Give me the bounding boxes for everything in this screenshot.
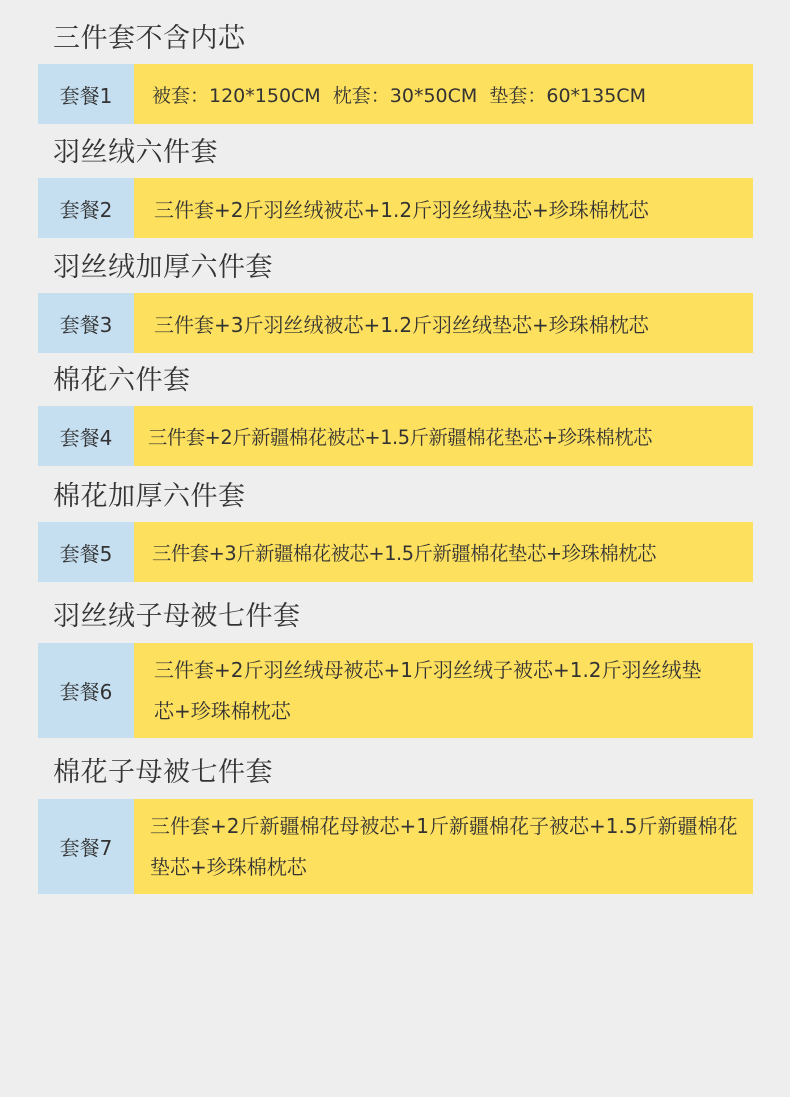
package-label-5: 套餐5 — [38, 522, 134, 582]
package-desc-7: 三件套+2斤新疆棉花母被芯+1斤新疆棉花子被芯+1.5斤新疆棉花垫芯+珍珠棉枕芯 — [134, 799, 753, 894]
section-title-7: 棉花子母被七件套 — [53, 757, 273, 788]
package-desc-6: 三件套+2斤羽丝绒母被芯+1斤羽丝绒子被芯+1.2斤羽丝绒垫芯+珍珠棉枕芯 — [134, 643, 753, 738]
section-title-5: 棉花加厚六件套 — [53, 481, 246, 512]
package-label-6: 套餐6 — [38, 643, 134, 738]
package-desc-3: 三件套+3斤羽丝绒被芯+1.2斤羽丝绒垫芯+珍珠棉枕芯 — [134, 293, 753, 353]
package-row-4 — [38, 406, 753, 466]
package-label-3: 套餐3 — [38, 293, 134, 353]
package-desc-2: 三件套+2斤羽丝绒被芯+1.2斤羽丝绒垫芯+珍珠棉枕芯 — [134, 178, 753, 238]
package-row-6 — [38, 643, 753, 738]
section-title-3: 羽丝绒加厚六件套 — [53, 252, 273, 283]
package-desc-5: 三件套+3斤新疆棉花被芯+1.5斤新疆棉花垫芯+珍珠棉枕芯 — [134, 522, 753, 582]
package-desc-1: 被套：120*150CM 枕套：30*50CM 垫套：60*135CM — [134, 64, 753, 124]
package-label-7: 套餐7 — [38, 799, 134, 894]
package-label-1: 套餐1 — [38, 64, 134, 124]
package-row-1 — [38, 64, 753, 124]
package-row-2 — [38, 178, 753, 238]
package-label-4: 套餐4 — [38, 406, 134, 466]
package-row-5 — [38, 522, 753, 582]
section-title-1: 三件套不含内芯 — [53, 23, 246, 54]
section-title-2: 羽丝绒六件套 — [53, 137, 218, 168]
package-label-2: 套餐2 — [38, 178, 134, 238]
package-row-7 — [38, 799, 753, 894]
section-title-4: 棉花六件套 — [53, 365, 191, 396]
package-row-3 — [38, 293, 753, 353]
section-title-6: 羽丝绒子母被七件套 — [53, 601, 301, 632]
package-desc-4: 三件套+2斤新疆棉花被芯+1.5斤新疆棉花垫芯+珍珠棉枕芯 — [134, 406, 753, 466]
